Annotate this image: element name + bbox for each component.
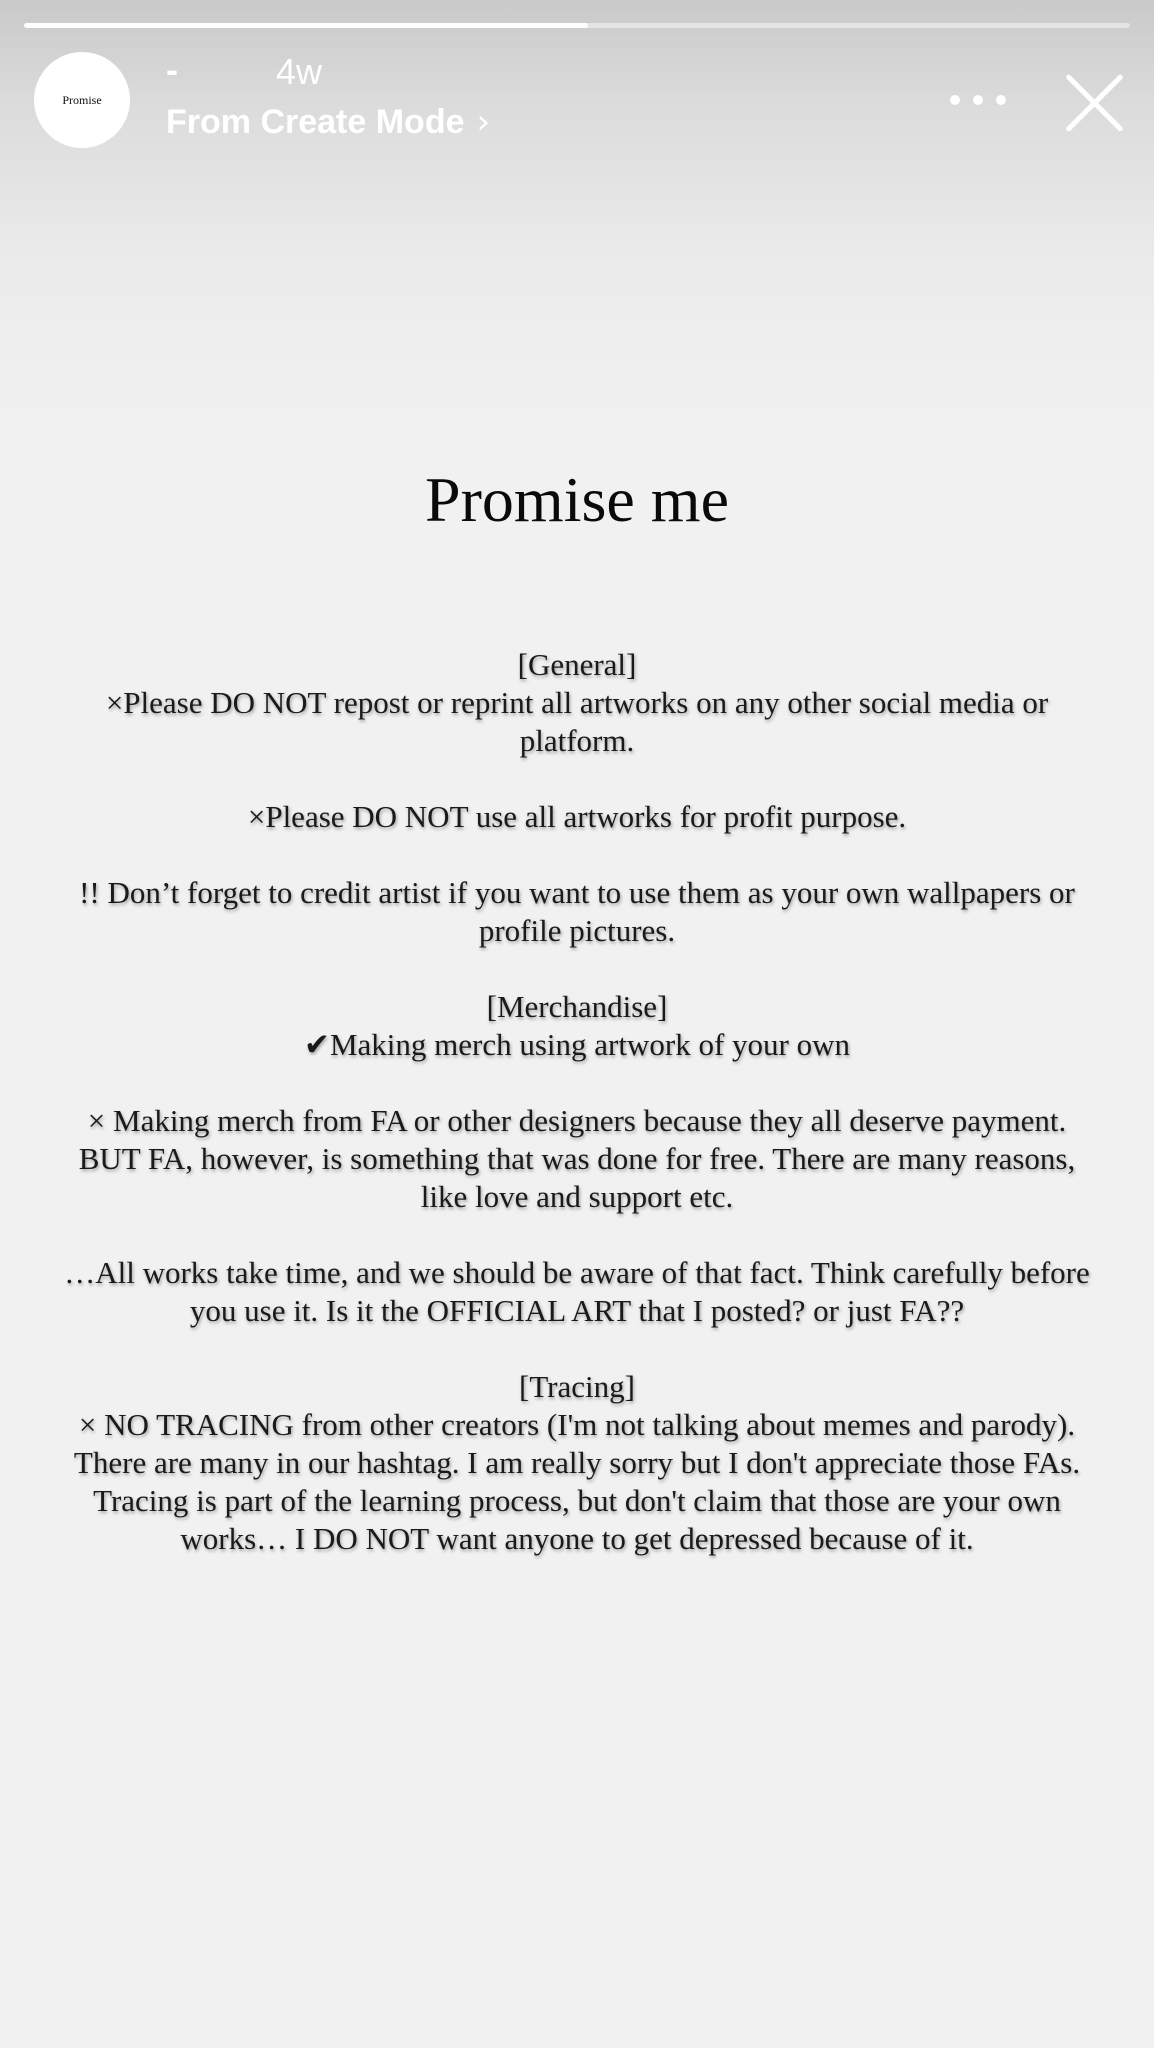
section-heading: [Tracing] [519,1369,635,1404]
paragraph-gap [60,950,1094,988]
paragraph-gap [60,760,1094,798]
post-time: 4w [276,51,323,92]
story-paragraph: ×Please DO NOT use all artworks for profit purpose. [247,799,907,834]
paragraph-gap [60,1216,1094,1254]
story-paragraph: ×Please DO NOT repost or reprint all artworks on any other social media or platform. [105,685,1049,758]
paragraph-gap [60,1064,1094,1102]
story-progress-bar [24,23,1130,28]
chevron-right-icon: › [476,102,491,142]
ellipsis-icon [950,95,960,105]
story-paragraph: !! Don’t forget to credit artist if you want to use them as your own wallpapers or profile pictures. [79,875,1075,948]
section-heading: [General] [517,647,637,682]
username[interactable]: - [166,49,178,90]
avatar-label: Promise [62,92,102,107]
story-paragraph: …All works take time, and we should be aware of that fact. Think carefully before you use it. Is it the OFFICIAL ART that I posted? or just FA?? [64,1255,1090,1328]
story-paragraph: × NO TRACING from other creators (I'm not talking about memes and parody). There are many in our hashtag. I am really sorry but I don't appreciate those FAs. Tracing is part of the learning process, but don't claim that those are your own works… I DO NOT want anyone to get depressed because of it. [73,1407,1081,1556]
paragraph-gap [60,836,1094,874]
story-title: Promise me [425,464,729,535]
create-mode-link[interactable] [166,100,490,144]
close-button[interactable] [1062,70,1126,134]
avatar[interactable] [34,52,130,148]
story-paragraph: ✔Making merch using artwork of your own [304,1027,850,1062]
create-mode-label: From Create Mode [166,103,465,141]
ellipsis-icon [996,95,1006,105]
ellipsis-icon [973,95,983,105]
more-options-button[interactable] [950,80,1006,120]
section-heading: [Merchandise] [486,989,668,1024]
story-text [60,646,1094,1558]
paragraph-gap [60,1330,1094,1368]
story-paragraph: × Making merch from FA or other designers because they all deserve payment. BUT FA, however, is something that was done for free. There are many reasons, like love and support etc. [78,1103,1076,1214]
story-progress-fill [24,23,588,28]
